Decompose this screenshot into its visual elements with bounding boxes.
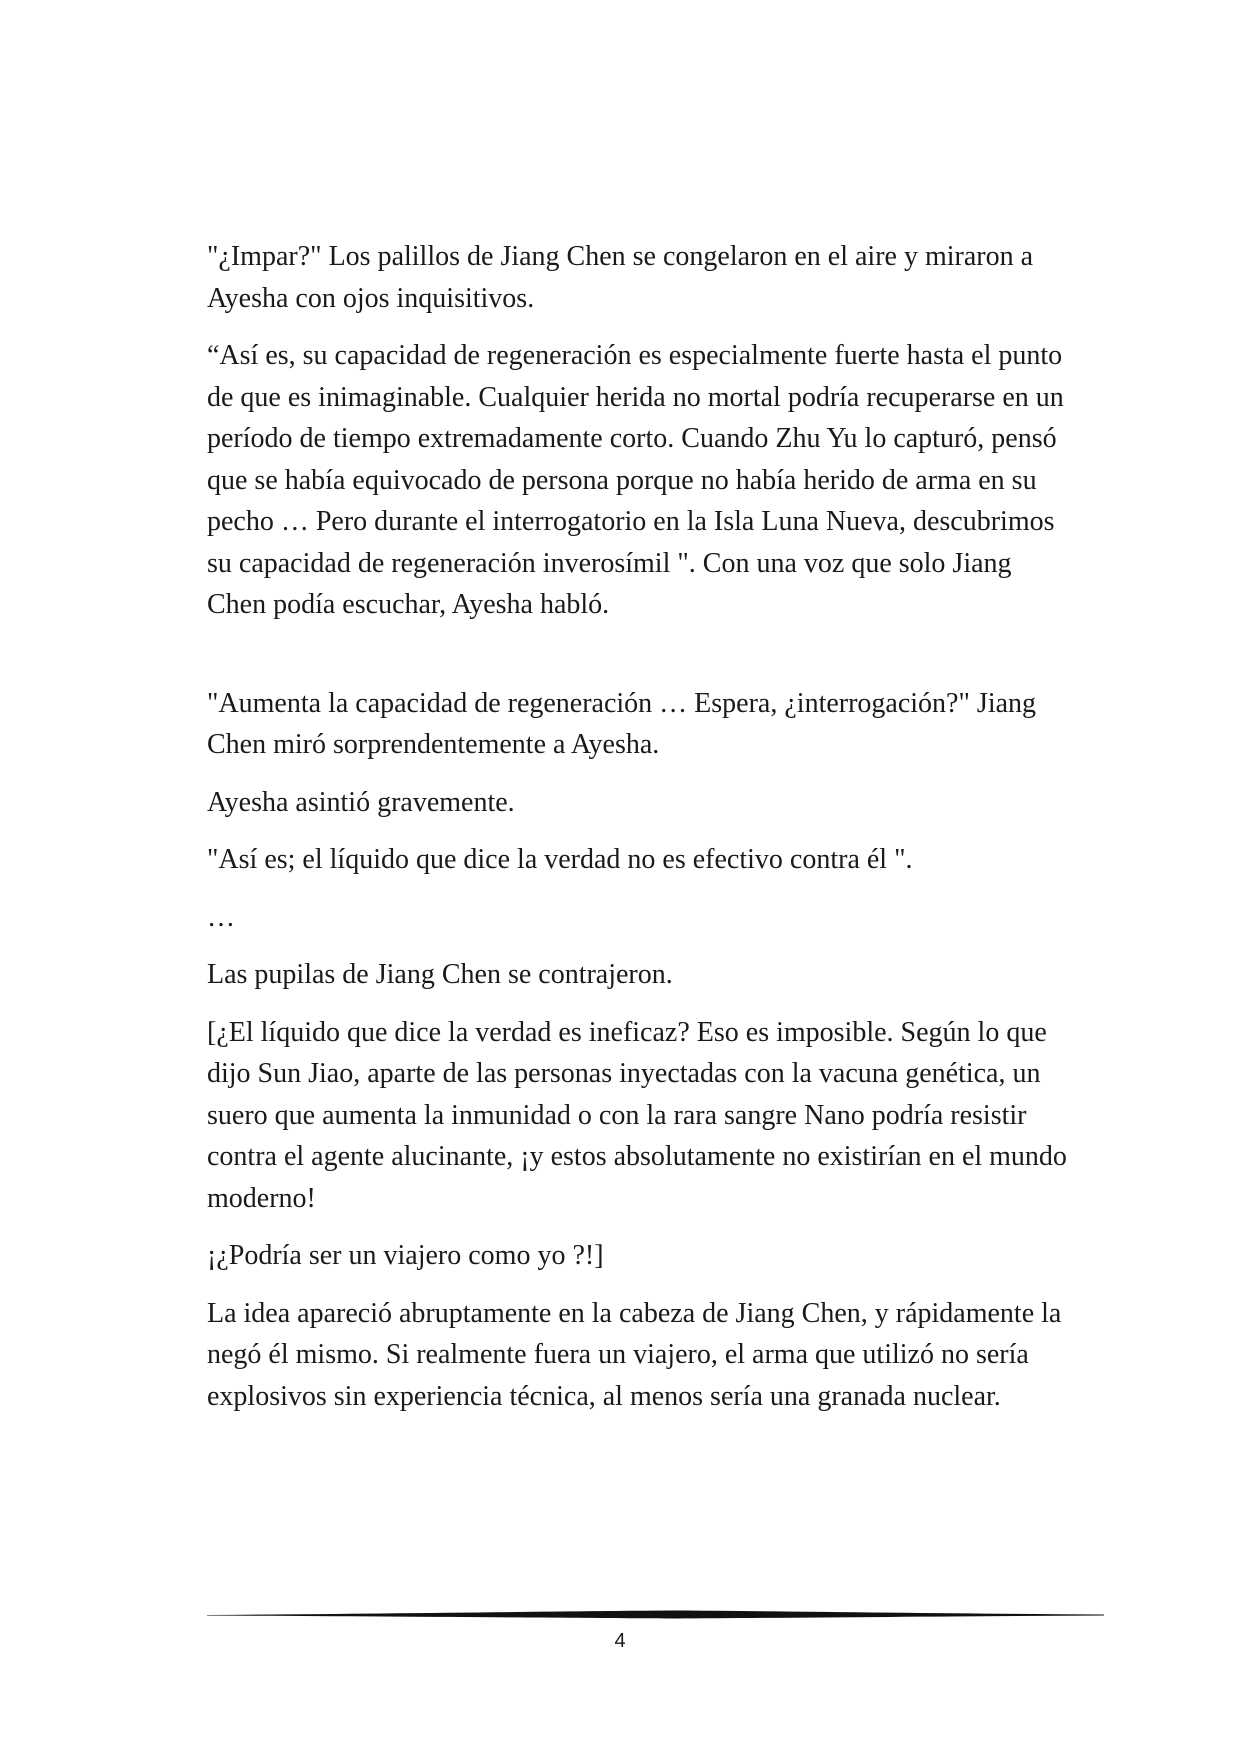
page-number: 4 — [614, 1630, 626, 1652]
paragraph: ¡¿Podría ser un viajero como yo ?!] — [207, 1240, 604, 1271]
paragraph: "¿Impar?" Los palillos de Jiang Chen se congelaron en el aire y miraron a Ayesha con ojos inquisitivos. — [207, 241, 1034, 314]
paragraph: "Aumenta la capacidad de regeneración … Espera, ¿interrogación?" Jiang Chen miró sorprendentemente a Ayesha. — [207, 687, 1037, 760]
paragraph: [¿El líquido que dice la verdad es ineficaz? Eso es imposible. Según lo que dijo Sun Jiao, aparte de las personas inyectadas con la vacuna genética, un suero que aumenta la inmunidad o con la rara sangre Nano podría resistir contra el agente alucinante, ¡y estos absolutamente no existirían en el mundo moderno! — [207, 1016, 1067, 1214]
paragraph: Ayesha asintió gravemente. — [207, 786, 515, 818]
paragraph: "Así es; el líquido que dice la verdad no es efectivo contra él ". — [207, 844, 913, 875]
footer-divider — [207, 1607, 1104, 1621]
paragraph: Las pupilas de Jiang Chen se contrajeron. — [207, 959, 673, 990]
paragraph: “Así es, su capacidad de regeneración es especialmente fuerte hasta el punto de que es inimaginable. Cualquier herida no mortal podría recuperarse en un período de tiempo extremadamente corto. Cuando Zhu Yu lo capturó, pensó que se había equivocado de persona porque no había herido de arma en su pecho … Pero durante el interrogatorio en la Isla Luna Nueva, descubrimos su capacidad de regeneración inverosímil ". Con una voz que solo Jiang Chen podía escuchar, Ayesha habló. — [207, 340, 1064, 620]
paragraph: … — [207, 901, 235, 933]
body-text — [207, 236, 1077, 1433]
paragraph: La idea apareció abruptamente en la cabeza de Jiang Chen, y rápidamente la negó él mismo. Si realmente fuera un viajero, el arma que utilizó no sería explosivos sin experiencia técnica, al menos sería una granada nuclear. — [207, 1297, 1062, 1412]
